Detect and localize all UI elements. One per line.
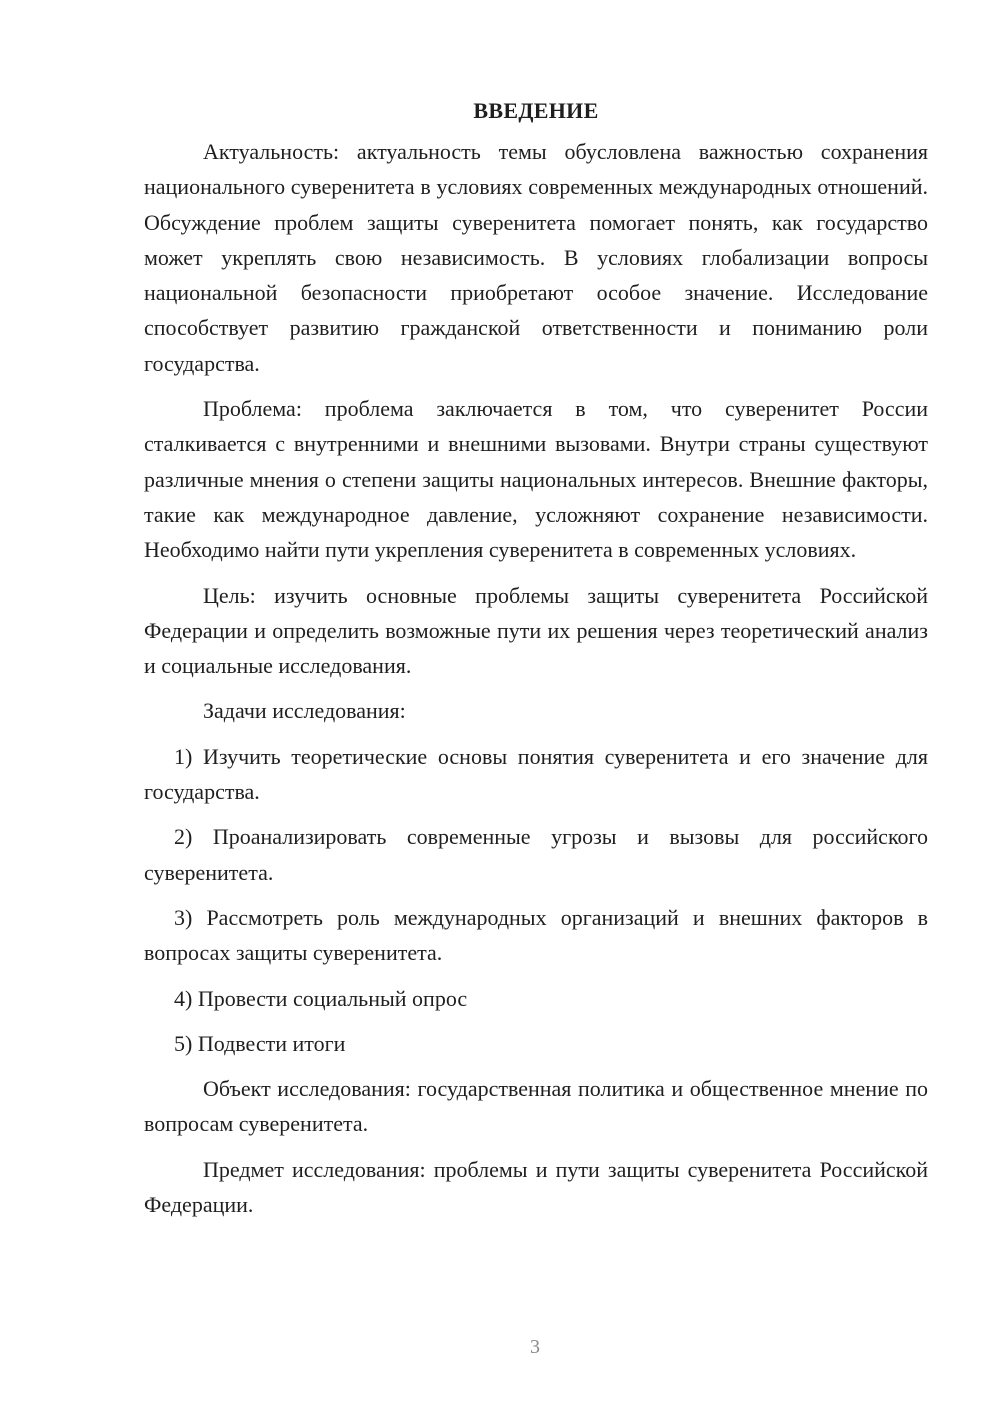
paragraph-object: Объект исследования: государственная политика и общественное мнение по вопросам суверенитета. (144, 1076, 928, 1137)
task-item-4: 4) Провести социальный опрос (174, 985, 468, 1011)
page-number: 3 (530, 1336, 540, 1358)
task-item-5: 5) Подвести итоги (174, 1030, 346, 1056)
paragraph-problem: Проблема: проблема заключается в том, что суверенитет России сталкивается с внутренними и внешними вызовами. Внутри страны существуют различные мнения о степени защиты национальных интересов. Внешние факторы, такие как международное давление, усложняют сохранение независимости. Необходимо найти пути укрепления суверенитета в современных условиях. (144, 396, 928, 563)
page-content (144, 96, 928, 1232)
task-item-2: 2) Проанализировать современные угрозы и вызовы для российского суверенитета. (144, 824, 928, 885)
task-item-3: 3) Рассмотреть роль международных организаций и внешних факторов в вопросах защиты суверенитета. (144, 904, 928, 966)
paragraph-relevance: Актуальность: актуальность темы обусловлена важностью сохранения национального суверенитета в условиях современных международных отношений. Обсуждение проблем защиты суверенитета помогает понять, как государство может укреплять свою независимость. В условиях глобализации вопросы национальной безопасности приобретают особое значение. Исследование способствует развитию гражданской ответственности и пониманию роли государства. (144, 139, 928, 376)
task-item-1: 1) Изучить теоретические основы понятия суверенитета и его значение для государства. (144, 743, 928, 805)
paragraph-tasks-heading: Задачи исследования: (203, 698, 406, 724)
paragraph-goal: Цель: изучить основные проблемы защиты суверенитета Российской Федерации и определить возможные пути их решения через теоретический анализ и социальные исследования. (144, 582, 928, 679)
page-title: ВВЕДЕНИЕ (473, 98, 599, 123)
paragraph-subject: Предмет исследования: проблемы и пути защиты суверенитета Российской Федерации. (144, 1156, 928, 1218)
